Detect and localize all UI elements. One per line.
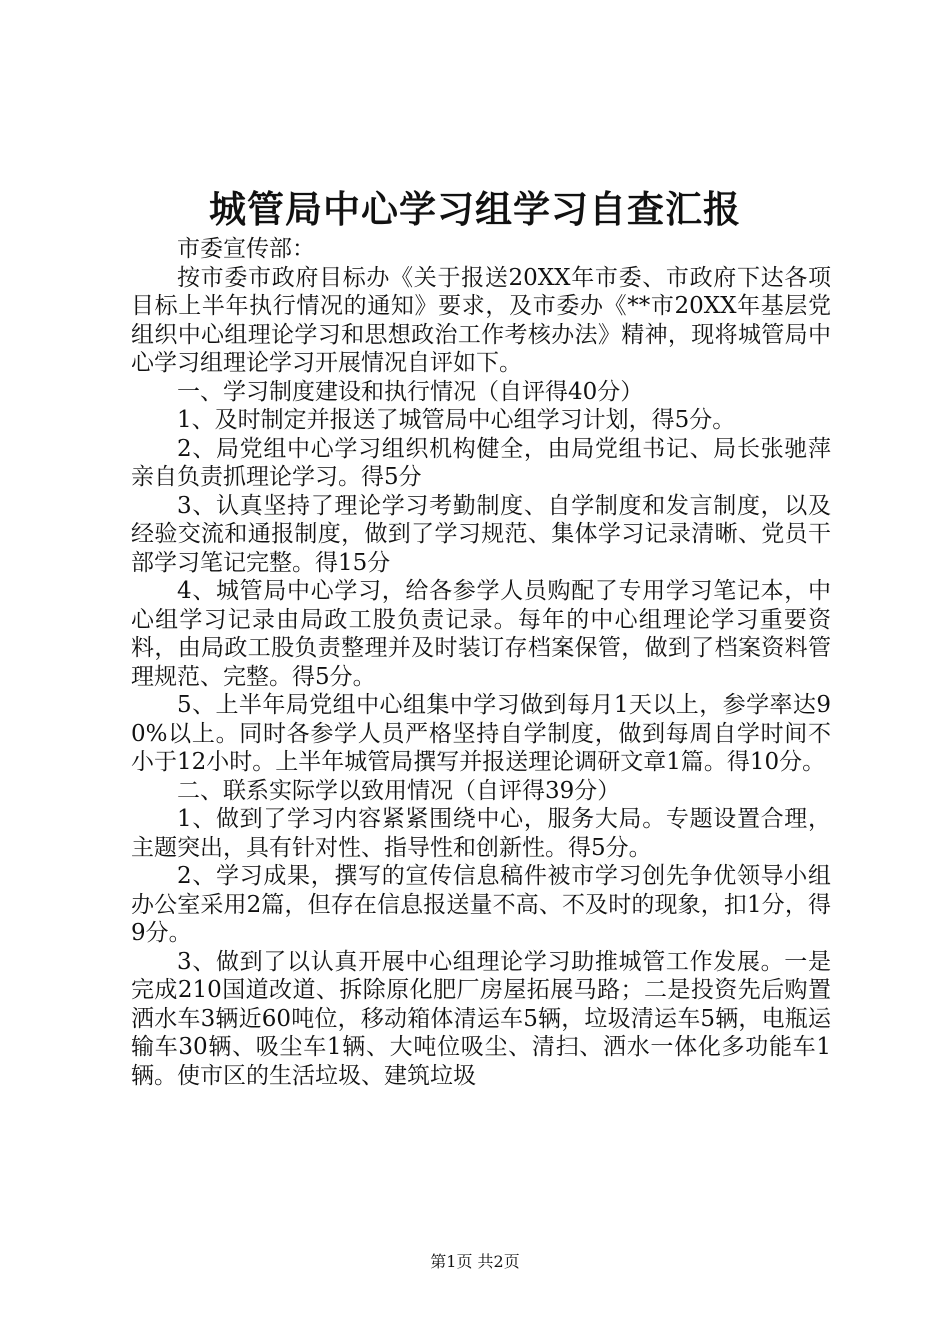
document-title: 城管局中心学习组学习自查汇报 — [209, 188, 741, 231]
paragraph-item: 2、学习成果，撰写的宣传信息稿件被市学习创先争优领导小组办公室采用2篇，但存在信息报送量不高、不及时的现象，扣1分，得9分。 — [131, 863, 831, 946]
paragraph-item: 1、做到了学习内容紧紧围绕中心，服务大局。专题设置合理，主题突出，具有针对性、指导性和创新性。得5分。 — [131, 806, 831, 861]
paragraph-item: 5、上半年局党组中心组集中学习做到每月1天以上，参学率达90%以上。同时各参学人员严格坚持自学制度，做到每周自学时间不小于12小时。上半年城管局撰写并报送理论调研文章1篇。得10分。 — [131, 692, 831, 775]
paragraph-item: 3、认真坚持了理论学习考勤制度、自学制度和发言制度，以及经验交流和通报制度，做到了学习规范、集体学习记录清晰、党员干部学习笔记完整。得15分 — [131, 492, 831, 576]
paragraph-item: 1、及时制定并报送了城管局中心组学习计划，得5分。 — [177, 407, 736, 433]
paragraph-item: 4、城管局中心学习，给各参学人员购配了专用学习笔记本，中心组学习记录由局政工股负责记录。每年的中心组理论学习重要资料，由局政工股负责整理并及时装订存档案保管，做到了档案资料管理规范、完整。得5分。 — [131, 578, 831, 690]
section-heading-1: 一、学习制度建设和执行情况（自评得40分） — [177, 378, 644, 405]
paragraph-intro: 按市委市政府目标办《关于报送20XX年市委、市政府下达各项目标上半年执行情况的通知》要求，及市委办《**市20XX年基层党组织中心组理论学习和思想政治工作考核办法》精神，现将城管局中心学习组理论学习开展情况自评如下。 — [131, 264, 831, 376]
paragraph-item: 3、做到了以认真开展中心组理论学习助推城管工作发展。一是完成210国道改道、拆除原化肥厂房屋拓展马路；二是投资先后购置洒水车3辆近60吨位，移动箱体清运车5辆，垃圾清运车5辆，电瓶运输车30辆、吸尘车1辆、大吨位吸尘、清扫、洒水一体化多功能车1辆。使市区的生活垃圾、建筑垃圾 — [131, 948, 831, 1089]
paragraph-item: 2、局党组中心学习组织机构健全，由局党组书记、局长张驰萍亲自负责抓理论学习。得5分 — [131, 435, 831, 490]
document-body — [131, 235, 831, 1090]
page-footer: 第1页 共2页 — [430, 1252, 520, 1271]
paragraph-salutation: 市委宣传部： — [177, 236, 315, 262]
section-heading-2: 二、联系实际学以致用情况（自评得39分） — [177, 777, 621, 804]
